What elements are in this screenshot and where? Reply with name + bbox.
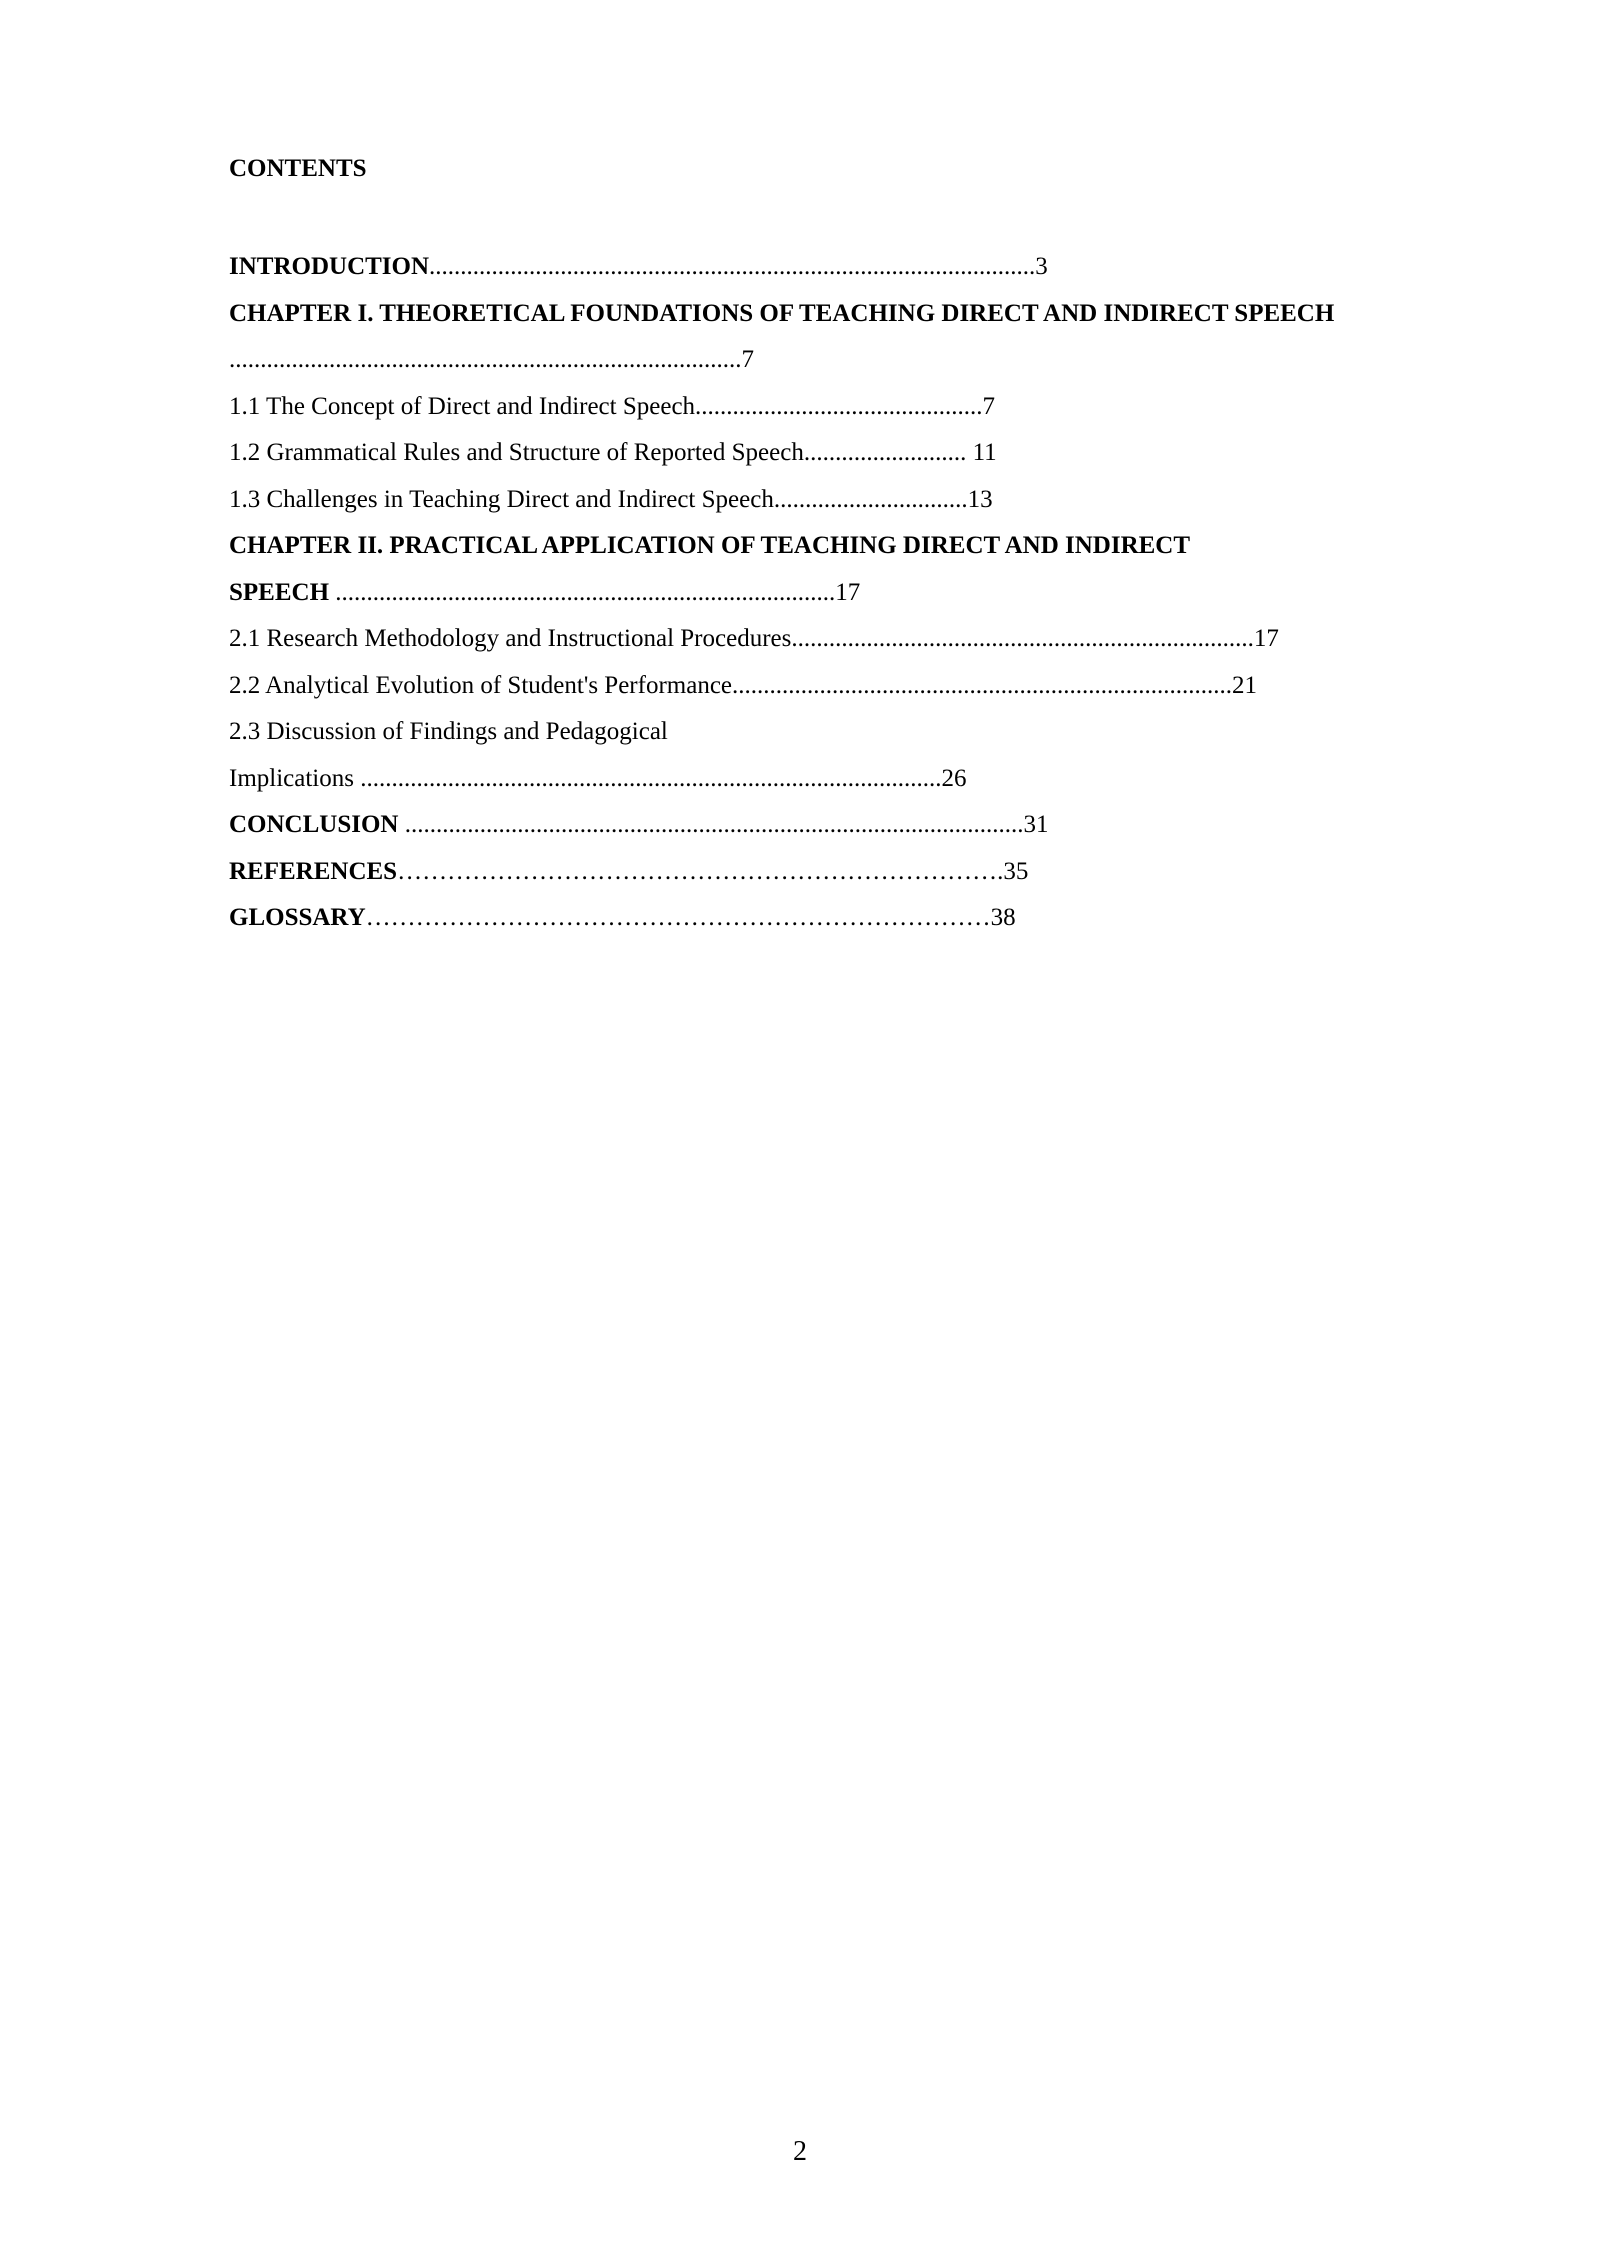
toc-entry-page: 7 xyxy=(982,392,996,420)
toc-entry-chapter-1 xyxy=(229,291,1459,338)
toc-entry-leader: ................................................................................ xyxy=(732,671,1233,699)
toc-entry-page: 38 xyxy=(990,904,1016,931)
toc-entry-leader: ............................... xyxy=(773,485,968,513)
toc-entry-label: SPEECH xyxy=(229,578,330,606)
toc-entry-label: REFERENCES xyxy=(229,857,398,885)
toc-entry-label: 1.2 Grammatical Rules and Structure of Reported Speech xyxy=(229,439,804,466)
toc-entry-label: 2.3 Discussion of Findings and Pedagogical xyxy=(229,718,668,745)
toc-entry-page: 11 xyxy=(966,439,997,466)
toc-entry-section-2-1 xyxy=(229,616,1459,663)
toc-entry-page: 17 xyxy=(1253,625,1279,652)
toc-entry-glossary xyxy=(229,895,1459,942)
table-of-contents xyxy=(229,244,1459,942)
toc-entry-page: 21 xyxy=(1232,671,1258,699)
toc-entry-label: 1.1 The Concept of Direct and Indirect Speech xyxy=(229,392,696,420)
toc-entry-label: INTRODUCTION xyxy=(229,253,430,280)
toc-entry-label: 2.1 Research Methodology and Instructional Procedures xyxy=(229,625,792,652)
toc-entry-leader: ………………………………………………………………… xyxy=(365,904,991,931)
toc-entry-chapter-2-continued xyxy=(229,570,1459,617)
toc-entry-references xyxy=(229,849,1459,896)
toc-entry-label: GLOSSARY xyxy=(229,904,366,931)
toc-entry-section-2-3 xyxy=(229,709,1459,756)
toc-entry-label: Implications xyxy=(229,764,354,792)
toc-entry-section-1-2 xyxy=(229,430,1459,477)
toc-entry-leader: .......................................................................... xyxy=(791,625,1254,652)
toc-entry-leader: ................................................................................................... xyxy=(398,811,1024,838)
toc-entry-section-1-3 xyxy=(229,477,1459,524)
toc-entry-introduction xyxy=(229,244,1459,291)
toc-entry-page: 13 xyxy=(967,485,993,513)
toc-entry-section-2-2 xyxy=(229,663,1459,710)
toc-entry-leader: ………………………………………………………………. xyxy=(397,857,1004,885)
toc-entry-page: 31 xyxy=(1023,811,1049,838)
toc-entry-label: CHAPTER I. THEORETICAL FOUNDATIONS OF TEACHING DIRECT AND INDIRECT SPEECH xyxy=(229,299,1335,327)
toc-entry-chapter-1-continued xyxy=(229,337,1459,384)
toc-entry-leader: ................................................................................ xyxy=(329,578,836,606)
page-number: 2 xyxy=(793,2136,807,2167)
toc-entry-leader: ................................................................................................. xyxy=(429,253,1036,280)
page-title: CONTENTS xyxy=(229,155,367,182)
toc-entry-leader: ............................................................................................. xyxy=(353,764,942,792)
toc-entry-label: 2.2 Analytical Evolution of Student's Performance xyxy=(229,671,733,699)
toc-entry-chapter-2 xyxy=(229,523,1459,570)
toc-entry-leader: .............................................. xyxy=(695,392,983,420)
toc-entry-label: CONCLUSION xyxy=(229,811,399,838)
toc-entry-page: 17 xyxy=(835,578,861,606)
toc-entry-section-2-3-continued xyxy=(229,756,1459,803)
toc-entry-label: CHAPTER II. PRACTICAL APPLICATION OF TEACHING DIRECT AND INDIRECT xyxy=(229,532,1191,559)
toc-entry-leader: .................................................................................. xyxy=(229,346,742,373)
toc-entry-page: 26 xyxy=(941,764,967,792)
toc-entry-page: 3 xyxy=(1035,253,1048,280)
toc-entry-page: 7 xyxy=(741,346,754,373)
toc-entry-page: 35 xyxy=(1003,857,1029,885)
toc-entry-leader: .......................... xyxy=(803,439,967,466)
toc-entry-section-1-1 xyxy=(229,384,1459,431)
toc-entry-conclusion xyxy=(229,802,1459,849)
toc-entry-label: 1.3 Challenges in Teaching Direct and Indirect Speech xyxy=(229,485,774,513)
